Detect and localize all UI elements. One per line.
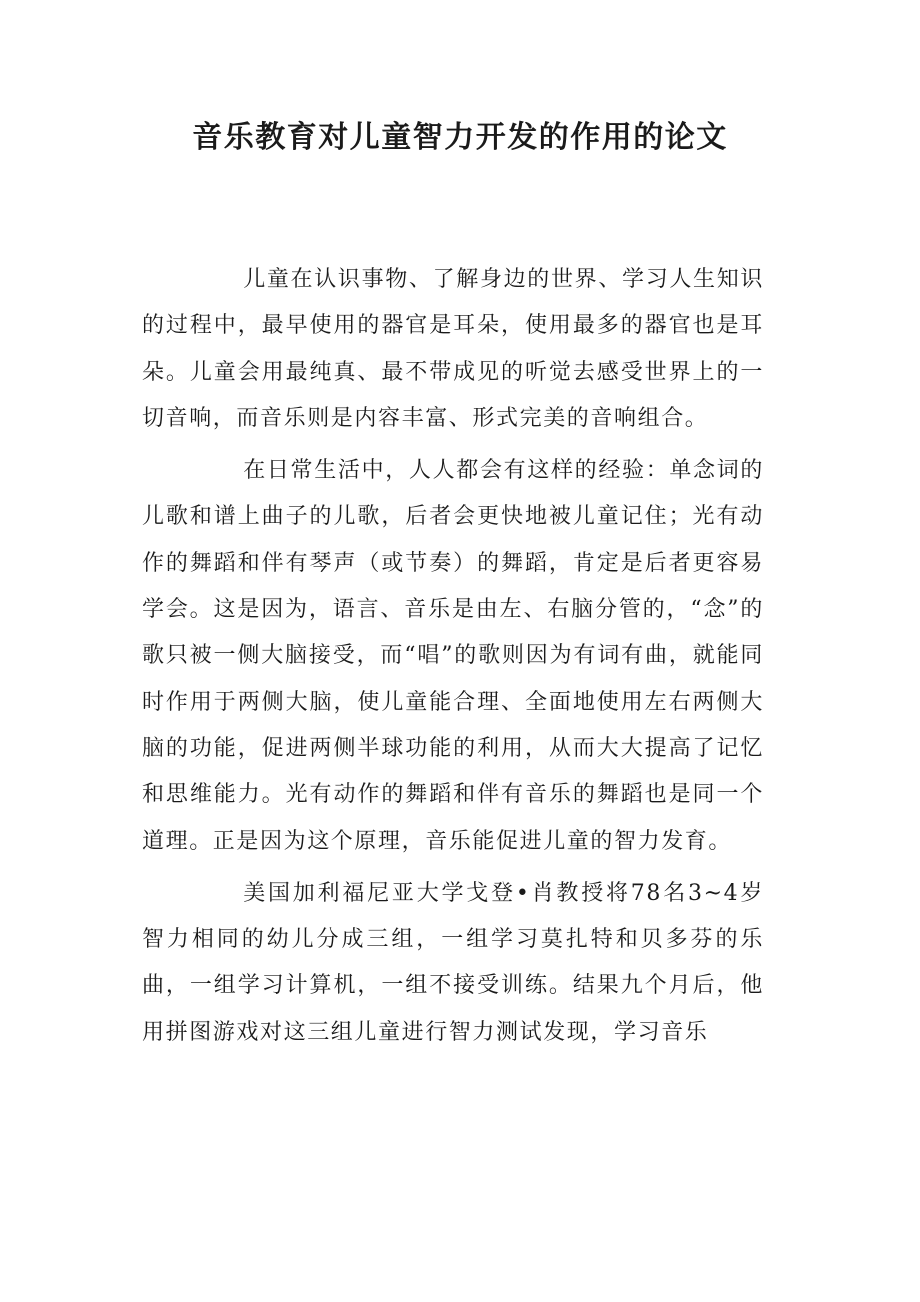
document-title: 音乐教育对儿童智力开发的作用的论文 xyxy=(192,120,728,155)
document-body xyxy=(142,257,764,1062)
paragraph-1: 儿童在认识事物、了解身边的世界、学习人生知识的过程中，最早使用的器官是耳朵，使用最多的器官也是耳朵。儿童会用最纯真、最不带成见的听觉去感受世界上的一切音响，而音乐则是内容丰富、形式完美的音响组合。 xyxy=(142,267,764,431)
paragraph-3: 美国加利福尼亚大学戈登•肖教授将78名3~4岁智力相同的幼儿分成三组，一组学习莫扎特和贝多芬的乐曲，一组学习计算机，一组不接受训练。结果九个月后，他用拼图游戏对这三组儿童进行智力测试发现，学习音乐 xyxy=(142,880,764,1045)
paragraph-2: 在日常生活中，人人都会有这样的经验：单念词的儿歌和谱上曲子的儿歌，后者会更快地被儿童记住；光有动作的舞蹈和伴有琴声（或节奏）的舞蹈，肯定是后者更容易学会。这是因为，语言、音乐是由左、右脑分管的，“念”的歌只被一侧大脑接受，而“唱”的歌则因为有词有曲，就能同时作用于两侧大脑，使儿童能合理、全面地使用左右两侧大脑的功能，促进两侧半球功能的利用，从而大大提高了记忆和思维能力。光有动作的舞蹈和伴有音乐的舞蹈也是同一个道理。正是因为这个原理，音乐能促进儿童的智力发育。 xyxy=(142,458,764,854)
